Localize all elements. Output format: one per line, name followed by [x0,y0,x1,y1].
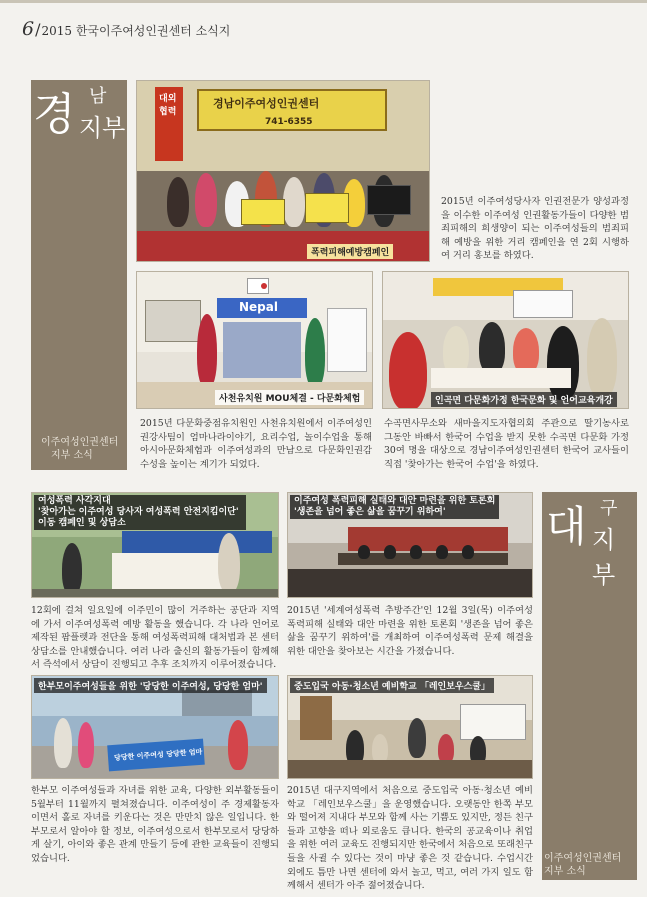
center-sign-text: 경남이주여성인권센터 [213,97,320,110]
daegu-side-band [542,492,637,880]
photo-forum [287,492,533,598]
forum-caption-line1: 이주여성 폭력피해 실태와 대안 마련을 위한 토론회 [294,496,496,506]
single-mothers-text: 한부모 이주여성들과 자녀를 위한 교육, 다양한 외부활동들이 5월부터 11월까지 펼쳐졌습니다. 이주여성이 주 경제활동자이면서 홀로 자녀를 키운다는 것은 만만치 않은 일입니다. 한부모로서 알아야 할 정보, 이주여성으로서 한부모로서 당당하게 살기, 아이와 좋은 관계 만들기 등에 관한 교육들이 진행되었습니다. [31,785,279,864]
photo-mobile-campaign-caption [34,495,246,530]
photo-korean-class [382,271,629,409]
daegu-caption [544,852,621,878]
photo-kindergarten [136,271,373,409]
photo-forum-caption [290,495,499,519]
photo-mobile-campaign [31,492,279,598]
forum-text: 2015년 '세계여성폭력 추방주간'인 12월 3일(목) 이주여성 폭력피해 실태와 대안 마련을 위한 토론회 '생존을 넘어 좋은 삶을 꿈꾸기 위하여'를 개최하여 이주여성폭력 문제 해결을 위한 대안을 찾아보는 시간을 가졌습니다. [287,605,533,657]
top-rule [0,0,647,3]
single-mothers-banner-text: 당당한 이주여성 당당한 엄마 [113,747,203,763]
gyeongnam-side-band [31,80,127,470]
gyeongnam-caption-line1: 이주여성인권센터 [41,437,119,448]
forum-caption-line2: '생존을 넘어 좋은 삶을 꿈꾸기 위하여' [294,507,446,517]
daegu-title-small-bottom: 지부 [592,526,616,589]
mobile-campaign-caption-line3: 이동 캠페인 및 상담소 [38,518,126,528]
photo-campaign-caption: 폭력피해예방캠페인 [307,244,393,259]
side-sign-text: 대외협력 [159,94,177,117]
gyeongnam-caption [41,436,118,462]
page-header [22,18,230,40]
page-number-slash: / [35,20,41,39]
gyeongnam-caption-line2: 지부 소식 [51,450,93,461]
korean-class-text: 수곡면사무소와 새마을지도자협의회 주관으로 딸기농사로 그동안 바빠서 한국어 수업을 받지 못한 수곡면 다문화 가정 30여 명을 대상으로 경남이주여성인권센터 한국어 교사들이 직접 '찾아가는 한국어 수업'을 하였다. [384,418,629,470]
page-number: 6 [22,18,35,40]
kindergarten-text: 2015년 다문화중점유치원인 사천유치원에서 이주여성인권강사팀이 엄마나라이야기, 요리수업, 놀이수업을 통해 아시아문화체험과 이주여성과의 만남으로 다문화인권감수성을 높이는 계기가 되었다. [140,418,372,470]
photo-campaign [136,80,430,262]
campaign-text: 2015년 이주여성당사자 인권전문가 양성과정을 이수한 이주여성 인권활동가들이 다양한 범죄피해의 희생양이 되는 이주여성들의 범죄피해 예방을 위한 거리 캠페인을 연 2회 시행하여 거리 홍보를 하였다. [441,196,629,262]
gyeongnam-title-big: 경 [33,89,76,140]
photo-korean-class-caption: 인곡면 다문화가정 한국문화 및 언어교육개강 [431,392,617,407]
daegu-title-small-top: 구 [600,498,618,519]
daegu-caption-line1: 이주여성인권센터 [544,853,622,864]
newsletter-title: 2015 한국이주여성인권센터 소식지 [41,24,231,38]
photo-rainbow-school-caption: 중도입국 아동·청소년 예비학교 「레인보우스쿨」 [290,678,494,693]
gyeongnam-title-small-bottom: 지부 [79,114,126,142]
photo-single-mothers-caption: 한부모이주여성들을 위한 '당당한 이주여성, 당당한 엄마' [34,678,267,693]
daegu-title-big: 대 [546,502,587,551]
mobile-campaign-caption-line1: 여성폭력 사각지대 [38,496,111,506]
photo-kindergarten-caption: 사천유치원 MOU체결 - 다문화체험 [215,390,364,405]
gyeongnam-title-small-top: 남 [89,86,107,107]
mobile-campaign-text: 12회에 걸쳐 일요일에 이주민이 많이 거주하는 공단과 지역에 가서 이주여성폭력 예방 활동을 했습니다. 각 나라 언어로 제작된 팜플렛과 전단을 통해 여성폭력피해 대처법과 본 센터 상담소를 안내했습니다. 여러 나라 출신의 활동가들이 함께해서 즉석에서 상담이 진행되고 추후 조치까지 이루어졌습니다. [31,605,279,671]
rainbow-school-text: 2015년 대구지역에서 처음으로 중도입국 아동·청소년 예비학교 「레인보우스쿨」을 운영했습니다. 오랫동안 한쪽 부모와 떨어져 지내다 부모와 함께 사는 기쁨도 있지만, 정든 친구들과 고향을 떠나 외로움도 큽니다. 한국의 공교육이나 취업을 위한 여러 교육도 진행되지만 한국에서 처음으로 또래친구들을 사귈 수 있다는 것이 마냥 좋은 것 같습니다. 수업시간 외에도 틈만 나면 센터에 와서 놀고, 먹고, 여러 가지 일도 함께해서 센터가 아주 젊어졌습니다. [287,785,533,892]
photo-rainbow-school [287,675,533,779]
nepal-banner-text: Nepal [239,300,278,314]
photo-single-mothers [31,675,279,779]
center-phone-text: 741-6355 [265,117,313,127]
daegu-caption-line2: 지부 소식 [544,866,586,877]
mobile-campaign-caption-line2: '찾아가는 이주여성 당사자 여성폭력 안전지킴이단' [38,507,239,517]
